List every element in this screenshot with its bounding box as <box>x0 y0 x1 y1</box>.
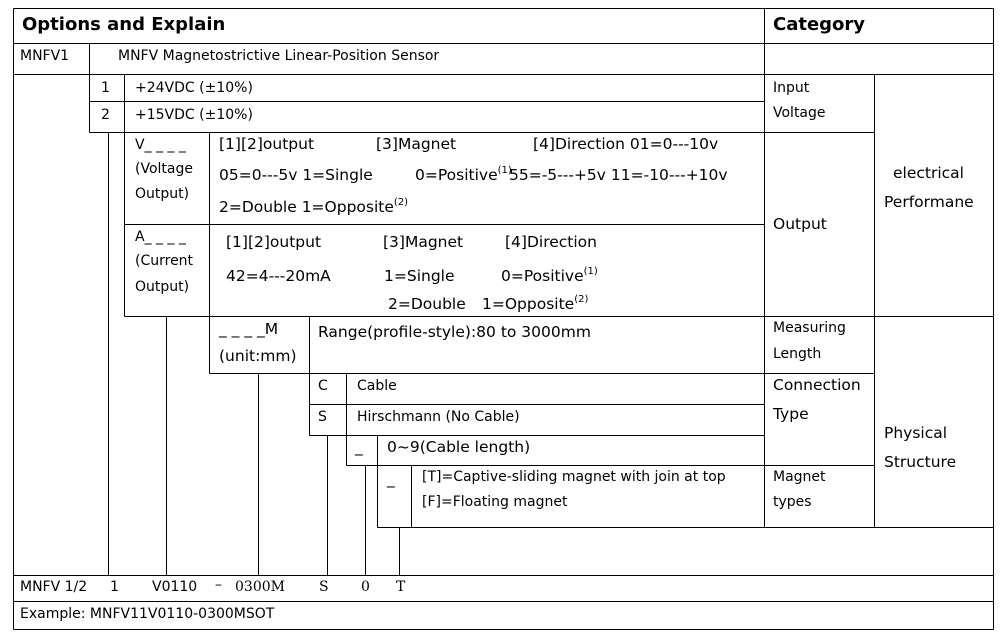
order-code-magnet: T <box>396 579 406 595</box>
voltage-output-magnet-label: [3]Magnet <box>376 135 457 153</box>
current-output-direction-label: [4]Direction <box>505 233 597 251</box>
order-code-model: MNFV 1/2 <box>20 579 88 595</box>
input-voltage-code-1: 1 <box>101 80 110 96</box>
connection-code-s: S <box>318 409 327 425</box>
measuring-range: Range(profile-style):80 to 3000mm <box>318 323 591 341</box>
output-category: Output <box>773 215 827 233</box>
order-code-voltage: 1 <box>110 579 119 595</box>
category-header: Category <box>773 14 866 35</box>
magnet-option-f: [F]=Floating magnet <box>422 494 568 510</box>
input-voltage-code-2: 2 <box>101 107 110 123</box>
current-output-line2-b: 1=Single <box>384 267 455 285</box>
connection-category-2: Type <box>773 405 809 423</box>
cable-length-code: _ <box>355 438 363 456</box>
current-output-line2-a: 42=4---20mA <box>226 267 331 285</box>
voltage-output-line2-a: 05=0---5v 1=Single <box>219 166 373 184</box>
measuring-category-1: Measuring <box>773 320 846 336</box>
order-code-length: 0300M <box>235 579 285 595</box>
magnet-category-2: types <box>773 494 812 510</box>
options-explain-header: Options and Explain <box>22 14 226 35</box>
order-code-output: V0110 <box>152 579 198 595</box>
order-code-dash: – <box>215 577 222 593</box>
connection-label-cable: Cable <box>357 378 397 394</box>
current-output-magnet-label: [3]Magnet <box>383 233 464 251</box>
electrical-category-2: Performane <box>884 193 974 211</box>
input-voltage-category-1: Input <box>773 80 810 96</box>
current-output-desc-2: Output) <box>135 279 190 295</box>
magnet-category-1: Magnet <box>773 469 826 485</box>
current-output-positive: 0=Positive$^{(1)}$ <box>501 266 598 285</box>
connection-code-c: C <box>318 378 328 394</box>
order-code-cable: 0 <box>361 579 370 595</box>
current-output-desc-1: (Current <box>135 253 194 269</box>
current-output-opposite: 1=Opposite$^{(2)}$ <box>482 294 589 313</box>
current-output-note-2: (2) <box>574 294 589 305</box>
voltage-output-line2-c: 55=-5---+5v 11=-10---+10v <box>509 166 728 184</box>
voltage-output-positive: 0=Positive$^{(1)}$ <box>415 165 512 184</box>
magnet-code: _ <box>387 470 395 488</box>
model-name: MNFV Magnetostrictive Linear-Position Sensor <box>118 48 440 64</box>
voltage-output-line3: 2=Double 1=Opposite$^{(2)}$ <box>219 197 409 216</box>
example-text: Example: MNFV11V0110-0300MSOT <box>20 606 275 622</box>
voltage-output-output-label: [1][2]output <box>219 135 315 153</box>
physical-category-2: Structure <box>884 453 957 471</box>
voltage-output-desc-1: (Voltage <box>135 161 193 177</box>
cable-length-label: 0~9(Cable length) <box>387 438 531 456</box>
current-output-output-label: [1][2]output <box>226 233 322 251</box>
input-voltage-category-2: Voltage <box>773 105 826 121</box>
voltage-output-note-2: (2) <box>393 197 409 208</box>
measuring-category-2: Length <box>773 346 822 362</box>
current-output-note-1: (1) <box>583 266 598 277</box>
input-voltage-label-2: +15VDC (±10%) <box>135 107 253 123</box>
measuring-unit: (unit:mm) <box>219 347 297 365</box>
voltage-output-direction-label: [4]Direction 01=0---10v <box>533 135 719 153</box>
electrical-category-1: electrical <box>893 164 964 182</box>
physical-category-1: Physical <box>884 424 948 442</box>
voltage-output-note-1: (1) <box>497 165 512 176</box>
model-code: MNFV1 <box>20 48 70 64</box>
voltage-output-desc-2: Output) <box>135 186 190 202</box>
order-code-connection: S <box>319 579 329 595</box>
measuring-code: _ _ _ _M <box>219 320 279 338</box>
current-output-code: A_ _ _ _ <box>135 229 186 245</box>
voltage-output-code: V_ _ _ _ <box>135 137 186 153</box>
magnet-option-t: [T]=Captive-sliding magnet with join at top <box>422 469 726 485</box>
connection-label-hirschmann: Hirschmann (No Cable) <box>357 409 520 425</box>
connection-category-1: Connection <box>773 376 861 394</box>
current-output-line3-a: 2=Double <box>388 295 466 313</box>
input-voltage-label-1: +24VDC (±10%) <box>135 80 253 96</box>
